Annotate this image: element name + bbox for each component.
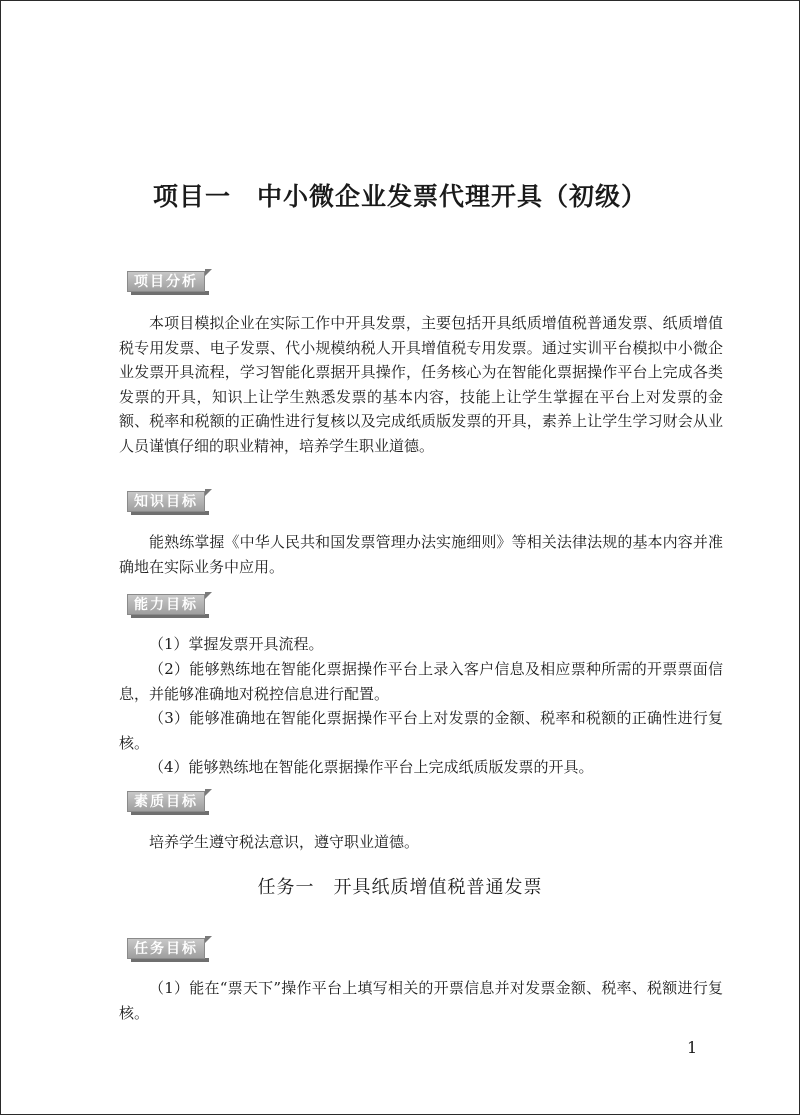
task-title: 任务一 开具纸质增值税普通发票 — [257, 877, 543, 898]
ability-item: （3）能够准确地在智能化票据操作平台上对发票的金额、税率和税额的正确性进行复核。 — [119, 709, 723, 752]
quality-paragraph: 培养学生遵守税法意识，遵守职业道德。 — [149, 833, 420, 851]
analysis-paragraph: 本项目模拟企业在实际工作中开具发票，主要包括开具纸质增值税普通发票、纸质增值税专用发票、电子发票、代小规模纳税人开具增值税专用发票。通过实训平台模拟中小微企业发票开具流程，学习智能化票据开具操作，任务核心为在智能化票据操作平台上完成各类发票的开具，知识上让学生熟悉发票的基本内容，技能上让学生掌握在平台上对发票的金额、税率和税额的正确性进行复核以及完成纸质版发票的开具，素养上让学生学习财会从业人员谨慎仔细的职业精神，培养学生职业道德。 — [119, 314, 723, 455]
badge-label: 能力目标 — [127, 594, 205, 615]
badge-corner — [205, 936, 212, 943]
section-badge-ability — [123, 592, 213, 618]
section-badge-knowledge — [123, 489, 213, 515]
ability-item: （4）能够熟练地在智能化票据操作平台上完成纸质版发票的开具。 — [149, 758, 594, 776]
badge-corner — [205, 269, 212, 276]
badge-corner — [205, 489, 212, 496]
badge-corner — [205, 592, 212, 599]
page-number: 1 — [687, 1038, 698, 1057]
ability-item: （1）掌握发票开具流程。 — [149, 635, 324, 653]
badge-label: 素质目标 — [127, 791, 205, 812]
badge-corner — [205, 789, 212, 796]
badge-label: 任务目标 — [127, 938, 205, 959]
section-badge-analysis — [123, 269, 213, 295]
task-goal-item: （1）能在“票天下”操作平台上填写相关的开票信息并对发票金额、税率、税额进行复核。 — [119, 979, 723, 1022]
badge-label: 项目分析 — [127, 271, 205, 292]
section-badge-quality — [123, 789, 213, 815]
project-title: 项目一 中小微企业发票代理开具（初级） — [152, 182, 647, 211]
badge-label: 知识目标 — [127, 491, 205, 512]
knowledge-paragraph: 能熟练掌握《中华人民共和国发票管理办法实施细则》等相关法律法规的基本内容并准确地在实际业务中应用。 — [119, 533, 723, 576]
section-badge-task-goal — [123, 936, 213, 962]
ability-item: （2）能够熟练地在智能化票据操作平台上录入客户信息及相应票种所需的开票票面信息，并能够准确地对税控信息进行配置。 — [119, 660, 723, 703]
